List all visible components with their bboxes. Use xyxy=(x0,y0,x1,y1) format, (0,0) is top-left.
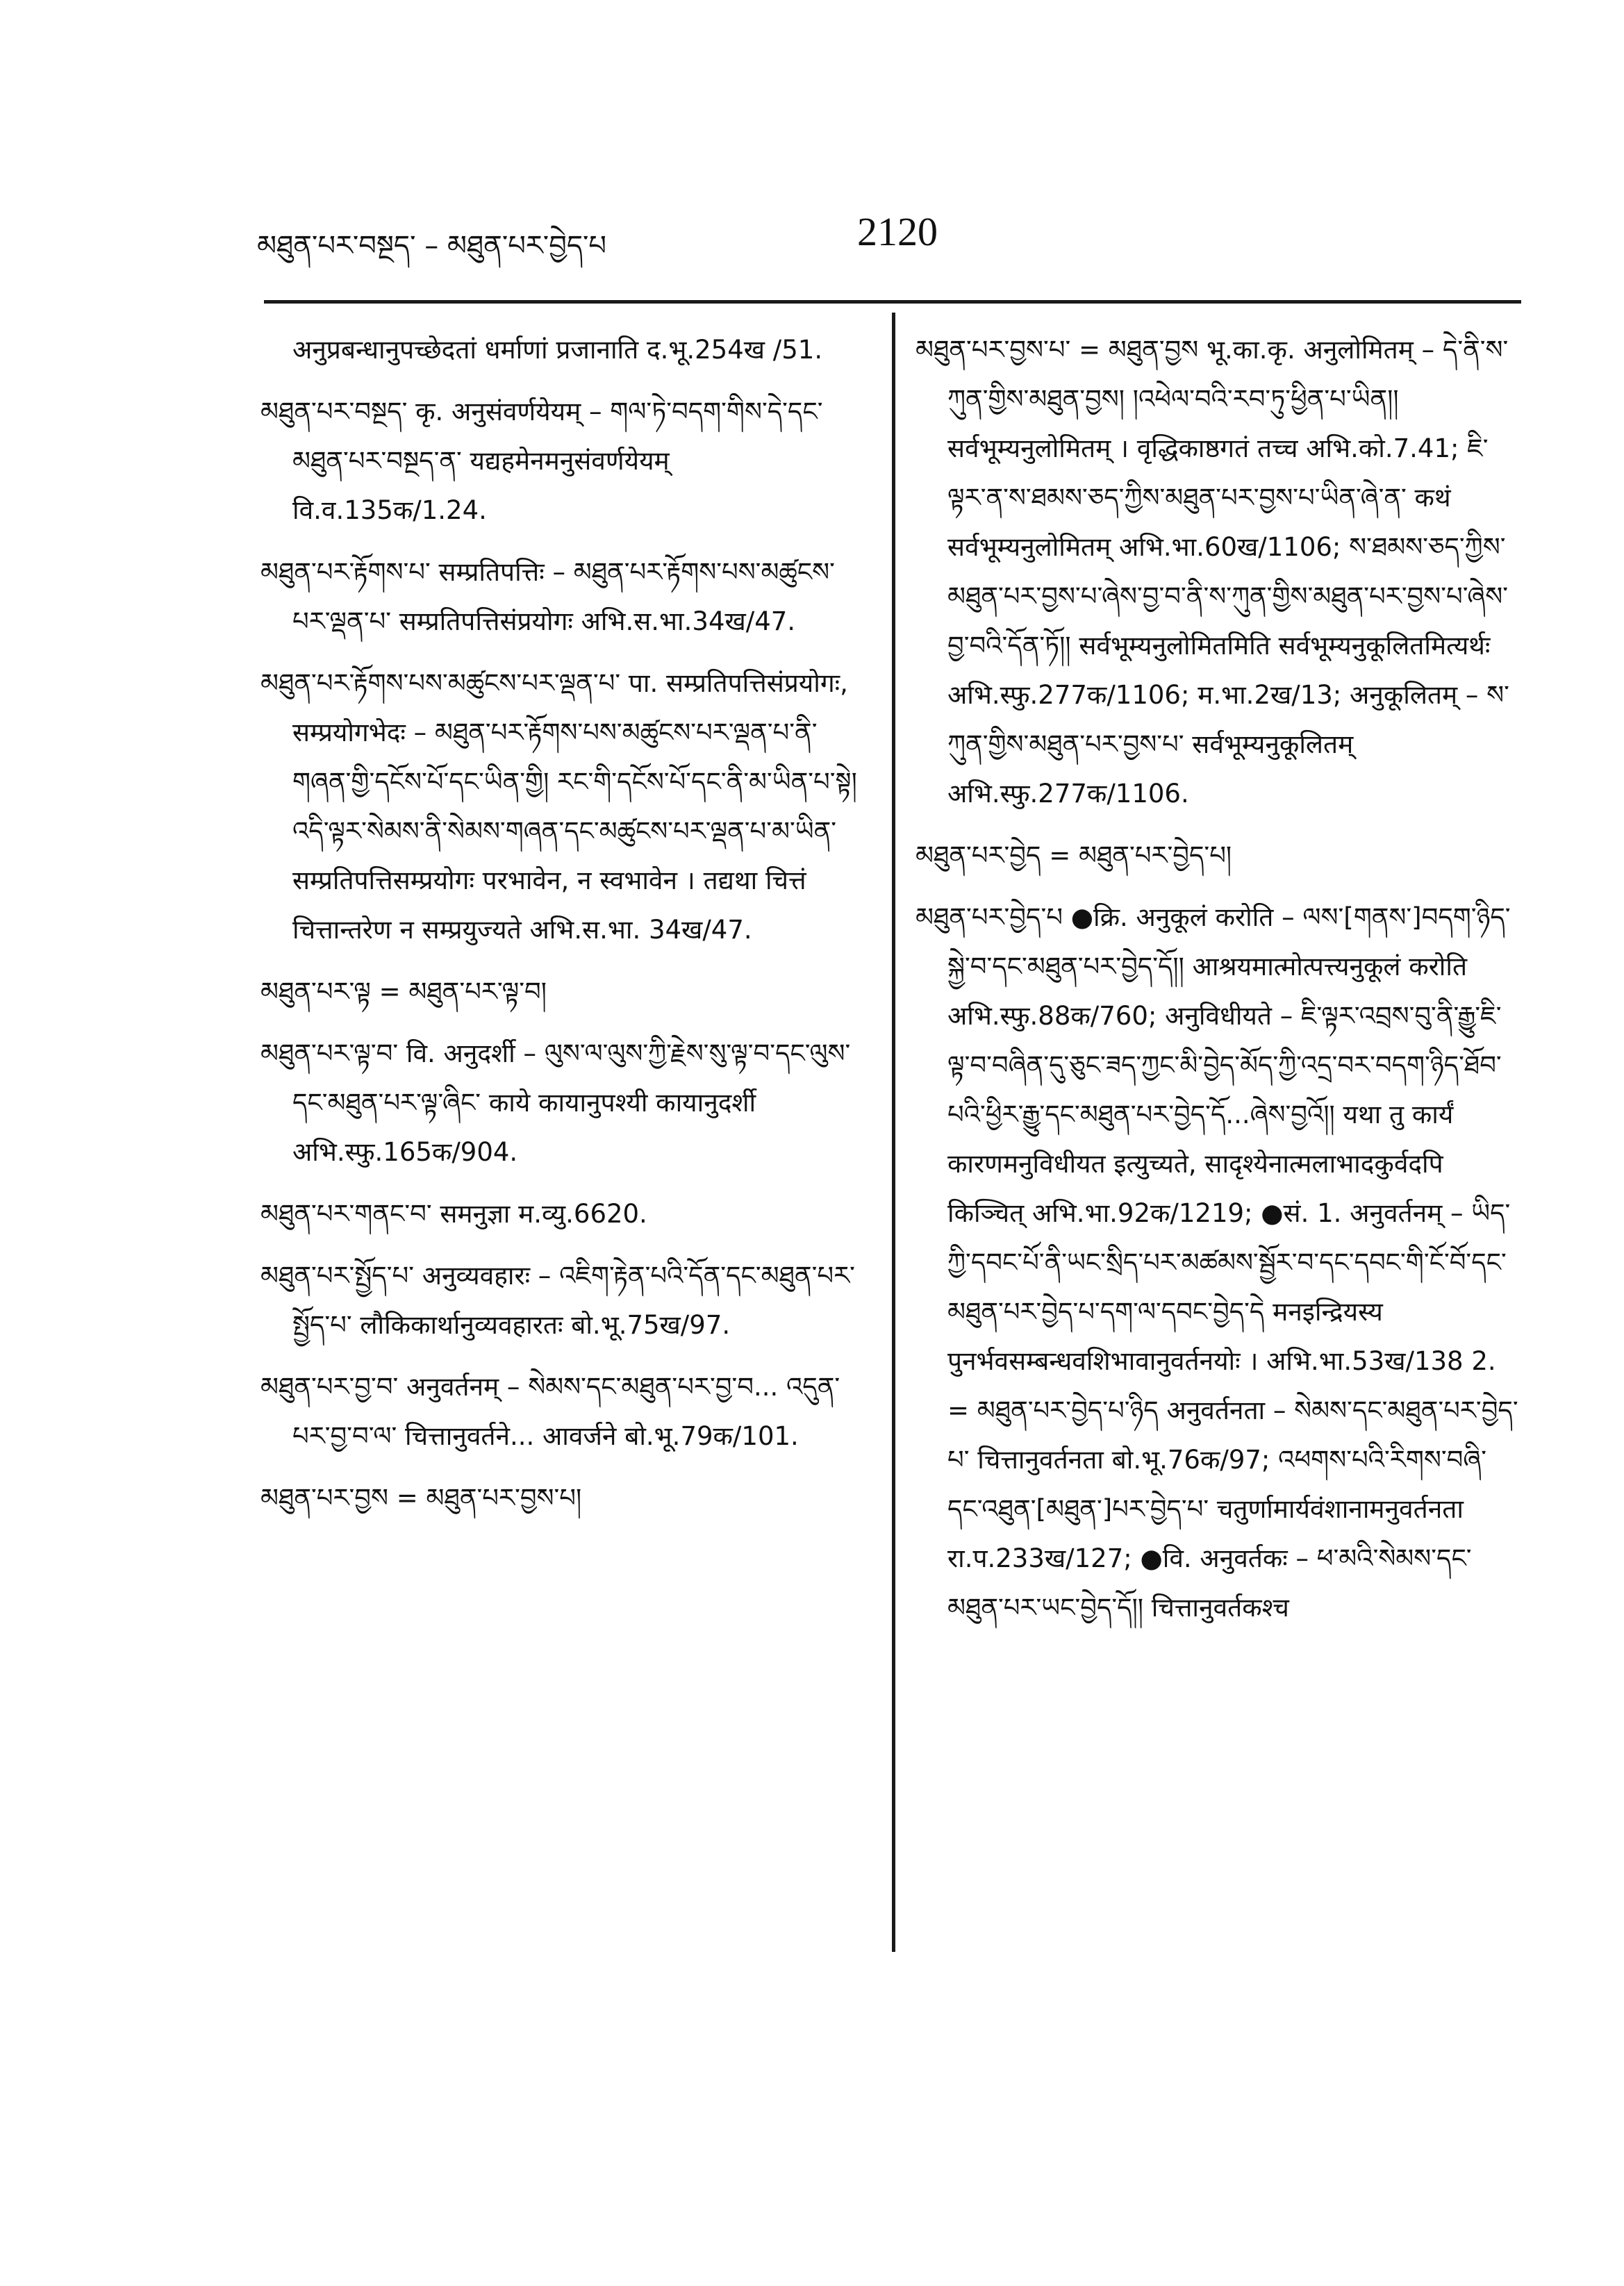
left-column xyxy=(260,325,872,1535)
dictionary-entry: མཐུན་པར་རྟོགས་པ་ सम्प्रतिपत्तिः – མཐུན་པར་རྟོགས་པས་མཚུངས་པར་ལྡན་པ་ सम्प्रतिपत्तिसंप्रयोगः अभि.स.भा.34ख/47. xyxy=(260,557,835,636)
header-rule xyxy=(264,300,1521,304)
running-head: མཐུན་པར་བསྔད་ – མཐུན་པར་བྱེད་པ xyxy=(257,230,607,262)
dictionary-entry: མཐུན་པར་སྤྱོད་པ་ अनुव्यवहारः – འཇིག་རྟེན་པའི་དོན་དང་མཐུན་པར་སྤྱོད་པ་ लौकिकार्थानुव्यवहारतः बो.भू.75ख/97. xyxy=(260,1261,855,1340)
right-column xyxy=(915,325,1521,1645)
dictionary-entry: མཐུན་པར་བྱས་པ་ = མཐུན་བྱས भू.का.कृ. अनुलोमितम् – དེ་ནི་ས་ཀུན་གྱིས་མཐུན་བྱས། །འཕེལ་བའི་རབ་ཏུ་ཕྱིན་པ་ཡིན།། सर्वभूम्यनुलोमितम् । वृद्धिकाष्ठगतं तच्च अभि.को.7.41; ཇི་ལྟར་ན་ས་ཐམས་ཅད་ཀྱིས་མཐུན་པར་བྱས་པ་ཡིན་ཞེ་ན་ कथं सर्वभूम्यनुलोमितम् अभि.भा.60ख/1106; ས་ཐམས་ཅད་ཀྱིས་མཐུན་པར་བྱས་པ་ཞེས་བྱ་བ་ནི་ས་ཀུན་གྱིས་མཐུན་པར་བྱས་པ་ཞེས་བྱ་བའི་དོན་ཏོ།། सर्वभूम्यनुलोमितमिति सर्वभूम्यनुकूलितमित्यर्थः अभि.स्फु.277क/1106; म.भा.2ख/13; अनुकूलितम् – ས་ཀུན་གྱིས་མཐུན་པར་བྱས་པ་ सर्वभूम्यनुकूलितम् अभि.स्फु.277क/1106. xyxy=(915,335,1509,809)
dictionary-entry: མཐུན་པར་ལྟ = མཐུན་པར་ལྟ་བ། xyxy=(260,977,547,1007)
dictionary-entry: མཐུན་པར་གནང་བ་ समनुज्ञा म.व्यु.6620. xyxy=(260,1199,647,1229)
dictionary-entry: མཐུན་པར་བྱེད = མཐུན་པར་བྱེད་པ། xyxy=(915,840,1232,870)
dictionary-entry: མཐུན་པར་རྟོགས་པས་མཚུངས་པར་ལྡན་པ་ पा. सम्प्रतिपत्तिसंप्रयोगः, सम्प्रयोगभेदः – མཐུན་པར་རྟོགས་པས་མཚུངས་པར་ལྡན་པ་ནི་གཞན་གྱི་དངོས་པོ་དང་ཡིན་གྱི། རང་གི་དངོས་པོ་དང་ནི་མ་ཡིན་པ་སྟེ། འདི་ལྟར་སེམས་ནི་སེམས་གཞན་དང་མཚུངས་པར་ལྡན་པ་མ་ཡིན་ सम्प्रतिपत्तिसम्प्रयोगः परभावेन, न स्वभावेन । तद्यथा चित्तं चित्तान्तरेण न सम्प्रयुज्यते अभि.स.भा. 34ख/47. xyxy=(260,668,857,945)
dictionary-entry: अनुप्रबन्धानुपच्छेदतां धर्माणां प्रजानाति द.भू.254ख /51. xyxy=(292,335,823,365)
dictionary-entry: མཐུན་པར་ལྟ་བ་ वि. अनुदर्शी – ལུས་ལ་ལུས་ཀྱི་རྗེས་སུ་ལྟ་བ་དང་ལུས་དང་མཐུན་པར་ལྟ་ཞིང་ काये कायानुपश्यी कायानुदर्शी अभि.स्फु.165क/904. xyxy=(260,1038,851,1167)
dictionary-entry: མཐུན་པར་བྱས = མཐུན་པར་བྱས་པ། xyxy=(260,1483,582,1513)
dictionary-entry: མཐུན་པར་བསྔད་ कृ. अनुसंवर्णयेयम् – གལ་ཏེ་བདག་གིས་དེ་དང་མཐུན་པར་བསྔད་ན་ यद्यहमेनमनुसंवर्णयेयम् वि.व.135क/1.24. xyxy=(260,397,823,525)
dictionary-entry: མཐུན་པར་བྱ་བ་ अनुवर्तनम् – སེམས་དང་མཐུན་པར་བྱ་བ... འདུན་པར་བྱ་བ་ལ་ चित्तानुवर्तने... आवर्जने बो.भू.79क/101. xyxy=(260,1372,840,1451)
page-header xyxy=(257,208,1521,271)
column-divider xyxy=(892,313,895,1952)
dictionary-entry: མཐུན་པར་བྱེད་པ ●क्रि. अनुकूलं करोति – ལས་[གནས་]བདག་ཉིད་སྐྱེ་བ་དང་མཐུན་པར་བྱེད་དོ།། आश्रयमात्मोत्पत्त्यनुकूलं करोति अभि.स्फु.88क/760; अनुविधीयते – ཇི་ལྟར་འབྲས་བུ་ནི་རྒྱུ་ཇི་ལྟ་བ་བཞིན་དུ་ཅུང་ཟད་ཀྱང་མི་བྱེད་མོད་ཀྱི་འདྲ་བར་བདག་ཉིད་ཐོབ་པའི་ཕྱིར་རྒྱུ་དང་མཐུན་པར་བྱེད་དོ...ཞེས་བྱའོ།། यथा तु कार्यं कारणमनुविधीयत इत्युच्यते, सादृश्येनात्मलाभादकुर्वदपि किञ्चित् अभि.भा.92क/1219; ●सं. 1. अनुवर्तनम् – ཡིད་ཀྱི་དབང་པོ་ནི་ཡང་སྲིད་པར་མཚམས་སྦྱོར་བ་དང་དབང་གི་ངོ་བོ་དང་མཐུན་པར་བྱེད་པ་དག་ལ་དབང་བྱེད་དེ मनइन्द्रियस्य पुनर्भवसम्बन्धवशिभावानुवर्तनयोः । अभि.भा.53ख/138 2. = མཐུན་པར་བྱེད་པ་ཉིད अनुवर्तनता – སེམས་དང་མཐུན་པར་བྱེད་པ་ चित्तानुवर्तनता बो.भू.76क/97; འཕགས་པའི་རིགས་བཞི་དང་འཐུན་[མཐུན་]པར་བྱེད་པ་ चतुर्णामार्यवंशानामनुवर्तनता रा.प.233ख/127; ●वि. अनुवर्तकः – ཕ་མའི་སེམས་དང་མཐུན་པར་ཡང་བྱེད་དོ།། चित्तानुवर्तकश्च xyxy=(915,902,1518,1623)
page-number: 2120 xyxy=(857,209,938,254)
